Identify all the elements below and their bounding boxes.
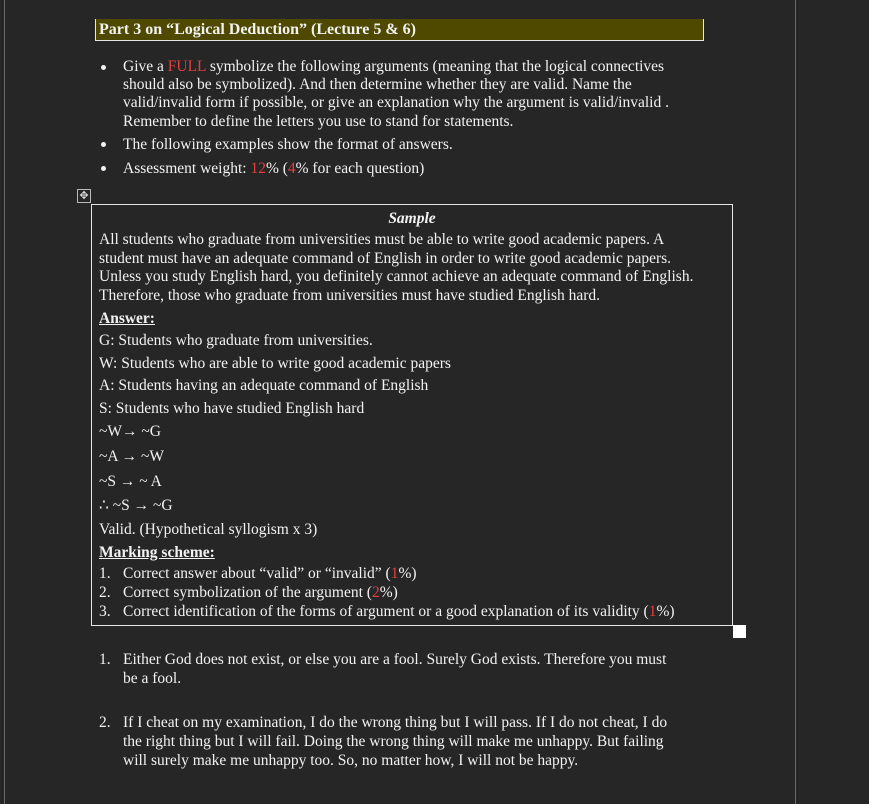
table-end-marker [733,625,746,638]
marking-item [99,584,398,602]
text: %) [379,584,398,601]
sample-text-line: student must have an adequate command of English in order to write good academic papers. [99,250,672,267]
text: %) [656,603,675,620]
page-margin-right [795,0,796,804]
instruction-1-line: valid/invalid form if possible, or give an explanation why the argument is valid/invalid . [123,94,669,111]
instruction-3 [123,160,424,178]
question-line: the right thing but I will fail. Doing the wrong thing will make me unhappy. But failing [123,733,664,750]
marking-item [99,565,417,583]
text: % for each question) [295,160,425,177]
instruction-1-line: Remember to define the letters you use to stand for statements. [123,113,514,130]
text: % ( [265,160,288,177]
section-header: Part 3 on “Logical Deduction” (Lecture 5 & 6) [95,19,704,41]
question-line: Either God does not exist, or else you are a fool. Surely God exists. Therefore you must [123,651,667,668]
question-line: If I cheat on my examination, I do the wrong thing but I will pass. If I do not cheat, I do [123,714,668,731]
bullet-icon [101,142,106,147]
definition: G: Students who graduate from universities. [99,332,373,349]
question-line: be a fool. [123,670,182,687]
definition: W: Students who are able to write good academic papers [99,355,451,372]
instruction-1 [123,58,664,76]
marking-item [99,603,675,621]
item-number: 3. [99,603,111,620]
formula: ~W→ ~G [99,423,161,440]
formula: ∴ ~S → ~G [99,497,173,514]
text: Correct identification of the forms of argument or a good explanation of its validity ( [123,603,649,620]
emphasis: FULL [167,58,206,75]
item-text [123,603,675,621]
question-number: 2. [99,714,111,731]
sample-title: Sample [388,210,436,227]
formula: ~A → ~W [99,448,164,465]
item-number: 2. [99,584,111,601]
page-margin-left [4,0,5,804]
text: Give a [123,58,168,75]
text: Assessment weight: [123,160,251,177]
text: symbolize the following arguments (meaning that the logical connectives [205,58,665,75]
instruction-1-line: should also be symbolized). And then determine whether they are valid. Name the [123,76,632,93]
sample-text-line: Unless you study English hard, you definitely cannot achieve an adequate command of English. [99,268,694,285]
marking-label: Marking scheme: [99,544,215,561]
verdict: Valid. (Hypothetical syllogism x 3) [99,521,318,538]
emphasis: 4 [287,160,296,177]
emphasis: 1 [390,565,399,582]
question-line: will surely make me unhappy too. So, no matter how, I will not be happy. [123,752,579,769]
sample-text-line: All students who graduate from universities must be able to write good academic papers. A [99,231,665,248]
sample-text-line: Therefore, those who graduate from universities must have studied English hard. [99,287,601,304]
text: Correct answer about “valid” or “invalid” ( [123,565,391,582]
text: Correct symbolization of the argument ( [123,584,372,601]
answer-label: Answer: [99,310,155,327]
table-move-handle-icon[interactable]: ✥ [77,189,91,203]
bullet-icon [101,166,106,171]
definition: A: Students having an adequate command of English [99,377,429,394]
item-number: 1. [99,565,111,582]
emphasis: 2 [371,584,380,601]
definition: S: Students who have studied English hard [99,400,365,417]
text: %) [398,565,417,582]
item-text [123,584,398,602]
bullet-icon [101,65,106,70]
emphasis: 12 [250,160,266,177]
formula: ~S → ~ A [99,473,162,490]
instruction-2: The following examples show the format of answers. [123,136,453,153]
item-text [123,565,417,583]
question-number: 1. [99,651,111,668]
emphasis: 1 [648,603,657,620]
